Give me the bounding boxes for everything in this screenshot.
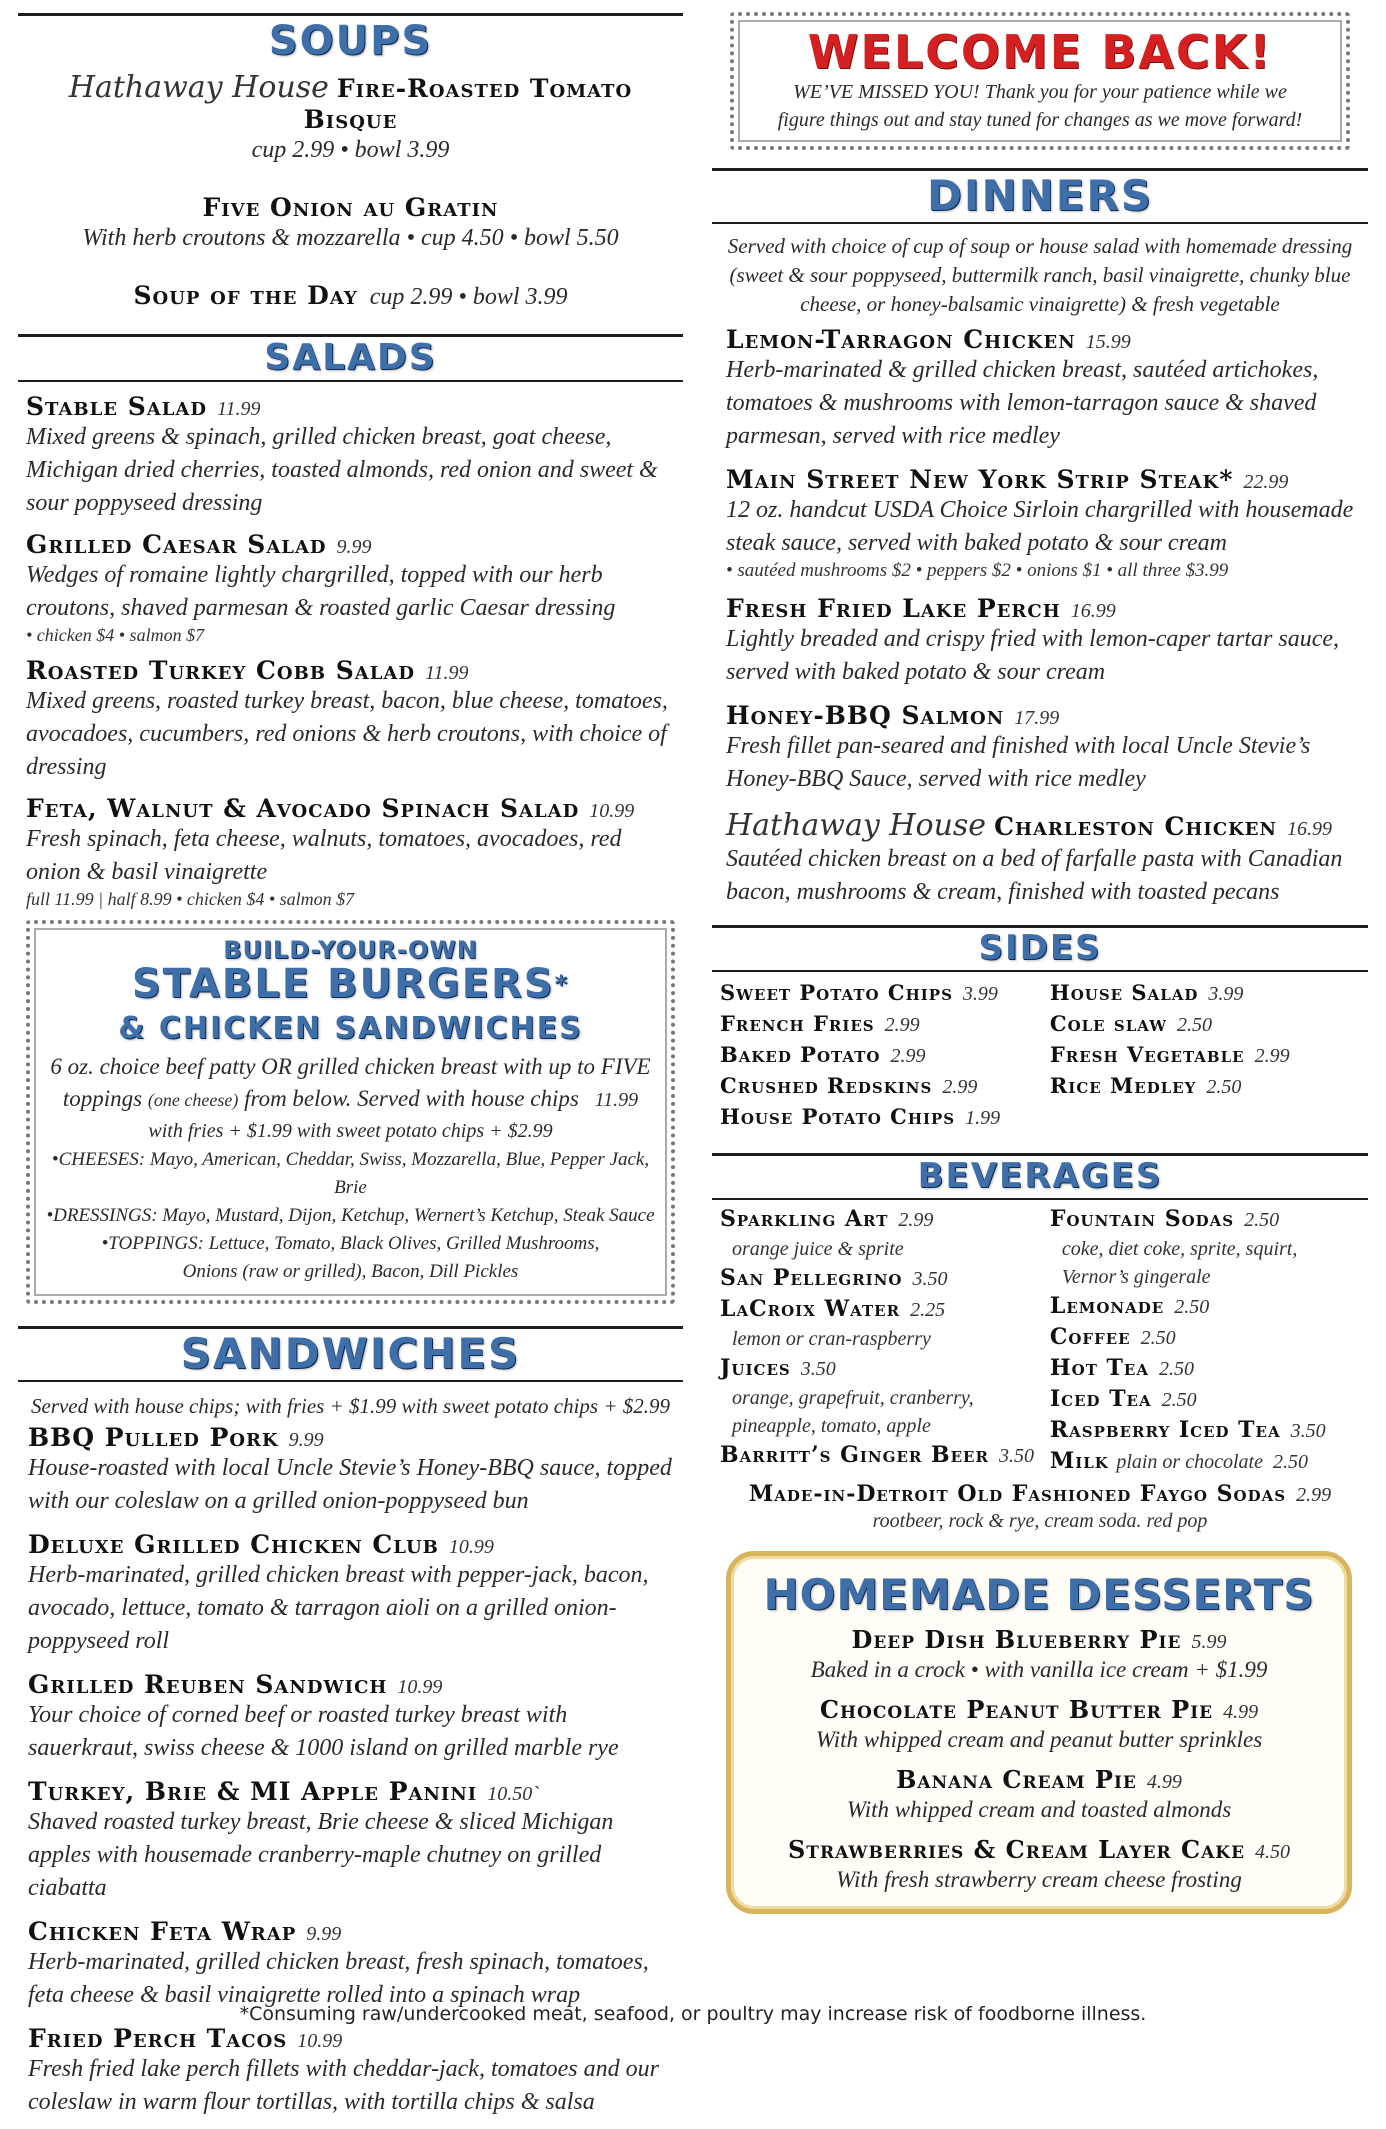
item-desc: Vernor’s gingerale bbox=[1061, 1266, 1211, 1288]
side-item bbox=[720, 1009, 1050, 1040]
item-desc: orange, grapefruit, cranberry, bbox=[732, 1387, 974, 1409]
soup-item bbox=[18, 70, 683, 167]
item-desc: Your choice of corned beef or roasted turkey breast with sauerkraut, swiss cheese & 1000 island on grilled marble rye bbox=[28, 1702, 619, 1761]
item-desc: Shaved roasted turkey breast, Brie cheese & sliced Michigan apples with housemade cranberry-maple chutney on grilled ciabatta bbox=[28, 1809, 614, 1901]
burgers-title-line bbox=[44, 961, 657, 1013]
item-name: Chicken Feta Wrap bbox=[28, 1917, 297, 1946]
item-price: 2.50 bbox=[1140, 1327, 1176, 1349]
item-addons: • sautéed mushrooms $2 • peppers $2 • onions $1 • all three $3.99 bbox=[726, 560, 1229, 581]
item-desc: Fresh fillet pan-seared and finished with local Uncle Stevie’s Honey-BBQ Sauce, served with rice medley bbox=[726, 733, 1311, 792]
dessert-item bbox=[741, 1835, 1337, 1895]
item-desc: House-roasted with local Uncle Stevie’s Honey-BBQ sauce, topped with our coleslaw on a grilled onion-poppyseed bun bbox=[28, 1455, 672, 1514]
item-desc: Mixed greens, roasted turkey breast, bacon, blue cheese, tomatoes, avocadoes, cucumbers, red onions & herb croutons, with choice of dressing bbox=[26, 688, 668, 780]
item-name: Fresh Vegetable bbox=[1049, 1042, 1245, 1067]
item-name: Banana Cream Pie bbox=[896, 1765, 1137, 1794]
item-desc: lemon or cran-raspberry bbox=[732, 1328, 931, 1350]
welcome-line-1: WE’VE MISSED YOU! Thank you for your patience while we bbox=[793, 81, 1287, 103]
side-item bbox=[720, 1102, 1050, 1133]
beverage-item bbox=[720, 1440, 1050, 1471]
sandwich-item bbox=[28, 1917, 673, 2012]
item-addons: • chicken $4 • salmon $7 bbox=[26, 625, 205, 645]
item-name: Crushed Redskins bbox=[720, 1073, 933, 1098]
item-name: Hot Tea bbox=[1049, 1355, 1149, 1381]
item-price: 2.99 bbox=[1254, 1045, 1290, 1067]
beverage-item bbox=[1050, 1384, 1364, 1415]
item-price: 10.99 bbox=[448, 1536, 494, 1558]
item-desc: 12 oz. handcut USDA Choice Sirloin chargrilled with housemade steak sauce, served with baked potato & sour cream bbox=[726, 497, 1354, 556]
faygo-item bbox=[712, 1481, 1368, 1535]
item-name: Juices bbox=[720, 1355, 791, 1381]
item-price: 2.50 bbox=[1174, 1296, 1210, 1318]
beverage-item bbox=[1050, 1353, 1364, 1384]
item-name: Five Onion au Gratin bbox=[202, 193, 499, 222]
item-name: BBQ Pulled Pork bbox=[28, 1423, 279, 1452]
burgers-desc-2 bbox=[44, 1083, 657, 1116]
item-name: Cole slaw bbox=[1049, 1011, 1168, 1036]
item-price: 2.50 bbox=[1177, 1014, 1213, 1036]
item-price: 3.50 bbox=[998, 1445, 1034, 1467]
item-price: 3.99 bbox=[962, 983, 998, 1005]
side-item bbox=[1050, 1071, 1364, 1102]
salad-item bbox=[26, 392, 675, 520]
item-name: House Potato Chips bbox=[720, 1104, 956, 1129]
item-price: 10.99 bbox=[297, 2030, 343, 2052]
item-name: Baked Potato bbox=[720, 1042, 881, 1067]
item-price: 10.99 bbox=[397, 1676, 443, 1698]
item-name: Rice Medley bbox=[1049, 1073, 1197, 1098]
item-price: 3.99 bbox=[1208, 983, 1244, 1005]
item-name: Coffee bbox=[1049, 1324, 1131, 1350]
item-desc: Sautéed chicken breast on a bed of farfalle pasta with Canadian bacon, mushrooms & cream, finished with toasted pecans bbox=[726, 846, 1343, 905]
item-name: French Fries bbox=[720, 1011, 875, 1036]
burgers-toppings bbox=[44, 1230, 657, 1258]
beverages-right bbox=[1050, 1204, 1364, 1477]
welcome-title: WELCOME BACK! bbox=[807, 25, 1273, 79]
item-price: 9.99 bbox=[336, 536, 372, 558]
divider bbox=[712, 222, 1368, 224]
item-name: Made-in-Detroit Old Fashioned Faygo Sodas bbox=[748, 1481, 1287, 1507]
label: •DRESSINGS: bbox=[46, 1205, 158, 1226]
item-name: Barritt’s Ginger Beer bbox=[720, 1442, 989, 1468]
allergy-disclaimer: *Consuming raw/undercooked meat, seafood, or poultry may increase risk of foodborne illness. bbox=[239, 2003, 1147, 2025]
item-name: Fresh Fried Lake Perch bbox=[726, 594, 1061, 623]
item-desc: Fresh fried lake perch fillets with cheddar-jack, tomatoes and our coleslaw in warm flour tortillas, with tortilla chips & salsa bbox=[28, 2056, 659, 2115]
salad-item bbox=[26, 530, 675, 646]
item-price: 3.50 bbox=[912, 1268, 948, 1290]
side-item bbox=[1050, 1009, 1364, 1040]
item-price: 22.99 bbox=[1243, 471, 1289, 493]
value: Mayo, Mustard, Dijon, Ketchup, Wernert’s Ketchup, Steak Sauce bbox=[162, 1205, 655, 1226]
item-price-line: cup 2.99 • bowl 3.99 bbox=[251, 137, 450, 163]
desserts-heading: HOMEMADE DESSERTS bbox=[763, 1570, 1315, 1619]
item-desc: Lightly breaded and crispy fried with lemon-caper tartar sauce, served with baked potato & sour cream bbox=[726, 626, 1340, 685]
item-desc: Herb-marinated, grilled chicken breast with pepper-jack, bacon, avocado, lettuce, tomato & tarragon aioli on a grilled onion-poppyseed roll bbox=[28, 1562, 649, 1654]
item-price: 2.50 bbox=[1158, 1358, 1194, 1380]
brand-script: Hathaway House bbox=[726, 808, 987, 843]
item-name: Honey-BBQ Salmon bbox=[726, 701, 1005, 730]
item-desc: With herb croutons & mozzarella • cup 4.50 • bowl 5.50 bbox=[82, 225, 619, 251]
desserts-box bbox=[726, 1551, 1352, 1914]
item-name: Raspberry Iced Tea bbox=[1049, 1417, 1281, 1443]
salad-item bbox=[26, 656, 675, 784]
welcome-box bbox=[730, 12, 1350, 150]
divider bbox=[18, 13, 683, 16]
item-desc: Mixed greens & spinach, grilled chicken breast, goat cheese, Michigan dried cherries, toasted almonds, red onion and sweet & sour poppyseed dressing bbox=[26, 424, 658, 516]
dessert-item bbox=[741, 1625, 1337, 1685]
item-desc: pineapple, tomato, apple bbox=[732, 1415, 931, 1437]
item-name: Iced Tea bbox=[1049, 1386, 1152, 1412]
item-name: Charleston Chicken bbox=[994, 812, 1277, 841]
item-price-line: cup 2.99 • bowl 3.99 bbox=[369, 284, 568, 310]
beverage-item bbox=[1050, 1322, 1364, 1353]
item-name: Roasted Turkey Cobb Salad bbox=[26, 656, 415, 685]
item-price: 10.50` bbox=[487, 1783, 539, 1805]
beverages-heading: BEVERAGES bbox=[917, 1156, 1163, 1196]
sandwich-item bbox=[28, 1530, 673, 1658]
burgers-cheese-note: (one cheese) bbox=[147, 1090, 239, 1110]
beverages-left bbox=[720, 1204, 1050, 1477]
item-price: 3.50 bbox=[800, 1358, 836, 1380]
dinner-item bbox=[726, 325, 1358, 453]
item-name: House Salad bbox=[1049, 980, 1199, 1005]
burgers-star: * bbox=[554, 970, 570, 998]
item-price: 2.99 bbox=[884, 1014, 920, 1036]
item-price: 1.99 bbox=[965, 1107, 1001, 1129]
sandwich-item bbox=[28, 1670, 673, 1765]
item-price: 11.99 bbox=[425, 662, 469, 684]
item-price: 15.99 bbox=[1085, 331, 1131, 353]
side-item bbox=[720, 1071, 1050, 1102]
side-item bbox=[720, 1040, 1050, 1071]
item-price: 3.50 bbox=[1290, 1420, 1326, 1442]
dinners-list bbox=[712, 319, 1368, 909]
sandwiches-heading: SANDWICHES bbox=[180, 1329, 521, 1378]
item-name: Feta, Walnut & Avocado Spinach Salad bbox=[26, 794, 580, 823]
dinners-heading: DINNERS bbox=[926, 171, 1154, 220]
label: •CHEESES: bbox=[51, 1149, 146, 1170]
item-desc: With whipped cream and peanut butter sprinkles bbox=[815, 1727, 1263, 1752]
side-item bbox=[1050, 1040, 1364, 1071]
burgers-price: 11.99 bbox=[594, 1089, 639, 1111]
item-name: Deep Dish Blueberry Pie bbox=[851, 1625, 1182, 1654]
soup-item bbox=[18, 193, 683, 255]
sandwich-item bbox=[28, 1777, 673, 1905]
item-desc: With whipped cream and toasted almonds bbox=[846, 1797, 1232, 1822]
burgers-toppings-word: toppings bbox=[62, 1086, 143, 1111]
burgers-kicker: BUILD-YOUR-OWN bbox=[223, 936, 478, 964]
sandwich-item bbox=[28, 1423, 673, 1518]
sandwiches-intro: Served with house chips; with fries + $1.99 with sweet potato chips + $2.99 bbox=[30, 1394, 671, 1418]
item-price: 4.99 bbox=[1223, 1701, 1259, 1723]
dinner-item bbox=[726, 808, 1358, 909]
item-price: 2.50 bbox=[1244, 1209, 1280, 1231]
salad-item bbox=[26, 794, 675, 910]
side-item bbox=[1050, 978, 1364, 1009]
item-price: 2.99 bbox=[942, 1076, 978, 1098]
item-name: Milk bbox=[1049, 1448, 1109, 1474]
burgers-box bbox=[26, 920, 675, 1304]
item-name: Sparkling Art bbox=[720, 1206, 889, 1232]
item-price: 9.99 bbox=[306, 1923, 342, 1945]
item-price: 9.99 bbox=[288, 1429, 324, 1451]
item-name: Grilled Caesar Salad bbox=[26, 530, 327, 559]
beverage-item bbox=[720, 1294, 1050, 1325]
beverage-item bbox=[1050, 1291, 1364, 1322]
item-desc: rootbeer, rock & rye, cream soda. red pop bbox=[872, 1510, 1208, 1532]
item-name: Strawberries & Cream Layer Cake bbox=[787, 1835, 1246, 1864]
sandwich-item bbox=[28, 2024, 673, 2119]
item-name: San Pellegrino bbox=[720, 1265, 903, 1291]
item-name: Fire-Roasted Tomato Bisque bbox=[303, 74, 633, 134]
burgers-cheeses bbox=[44, 1146, 657, 1202]
side-item bbox=[720, 978, 1050, 1009]
item-desc: Baked in a crock • with vanilla ice cream + $1.99 bbox=[810, 1657, 1268, 1682]
beverage-item bbox=[1050, 1204, 1364, 1235]
item-price: 2.99 bbox=[890, 1045, 926, 1067]
value: Mayo, American, Cheddar, Swiss, Mozzarella, Blue, Pepper Jack, Brie bbox=[149, 1149, 650, 1198]
item-price: 10.99 bbox=[589, 800, 635, 822]
beverages-list bbox=[712, 1200, 1368, 1477]
dessert-item bbox=[741, 1765, 1337, 1825]
item-name: Turkey, Brie & MI Apple Panini bbox=[28, 1777, 478, 1806]
item-desc: Herb-marinated, grilled chicken breast, fresh spinach, tomatoes, feta cheese & basil vinaigrette rolled into a spinach wrap bbox=[28, 1949, 649, 2008]
item-price: 2.50 bbox=[1272, 1451, 1308, 1473]
item-price: 4.99 bbox=[1146, 1771, 1182, 1793]
item-desc: Fresh spinach, feta cheese, walnuts, tomatoes, avocadoes, red onion & basil vinaigrette bbox=[26, 826, 622, 885]
item-price: 2.99 bbox=[1296, 1484, 1332, 1506]
dessert-item bbox=[741, 1695, 1337, 1755]
right-column bbox=[712, 0, 1368, 1914]
dinners-intro: Served with choice of cup of soup or house salad with homemade dressing (sweet & sour poppyseed, buttermilk ranch, basil vinaigrette, chunky blue cheese, or honey-balsamic vinaigrette) & fresh vegetable bbox=[727, 234, 1353, 316]
item-price: 2.50 bbox=[1161, 1389, 1197, 1411]
burgers-served: from below. Served with house chips bbox=[244, 1086, 579, 1111]
dinner-item bbox=[726, 465, 1358, 582]
item-name: Stable Salad bbox=[26, 392, 207, 421]
beverage-item bbox=[1050, 1415, 1364, 1446]
item-name: Sweet Potato Chips bbox=[720, 980, 953, 1005]
welcome-line-2: figure things out and stay tuned for changes as we move forward! bbox=[777, 109, 1303, 131]
item-price: 17.99 bbox=[1014, 707, 1060, 729]
burgers-desc-1: 6 oz. choice beef patty OR grilled chicken breast with up to FIVE bbox=[50, 1054, 651, 1079]
item-note: plain or chocolate bbox=[1116, 1451, 1263, 1473]
item-price: 2.99 bbox=[898, 1209, 934, 1231]
divider bbox=[18, 1380, 683, 1382]
burgers-upgrades: with fries + $1.99 with sweet potato chips + $2.99 bbox=[148, 1120, 553, 1142]
soup-item bbox=[18, 281, 683, 314]
item-price: 2.50 bbox=[1206, 1076, 1242, 1098]
beverage-item bbox=[720, 1353, 1050, 1384]
item-name: Fried Perch Tacos bbox=[28, 2024, 288, 2053]
item-desc: coke, diet coke, sprite, squirt, bbox=[1061, 1238, 1298, 1260]
item-price: 11.99 bbox=[216, 398, 261, 420]
sides-left bbox=[720, 978, 1050, 1133]
brand-script: Hathaway House bbox=[68, 70, 329, 105]
sides-heading: SIDES bbox=[978, 928, 1102, 968]
item-name: Lemon-Tarragon Chicken bbox=[726, 325, 1076, 354]
beverage-item bbox=[1050, 1446, 1364, 1477]
item-name: Main Street New York Strip Steak* bbox=[726, 465, 1234, 494]
item-addons: full 11.99 | half 8.99 • chicken $4 • salmon $7 bbox=[26, 889, 355, 909]
dinner-item bbox=[726, 701, 1358, 796]
item-name: Lemonade bbox=[1049, 1293, 1165, 1319]
sides-right bbox=[1050, 978, 1364, 1133]
item-name: Chocolate Peanut Butter Pie bbox=[819, 1695, 1214, 1724]
beverage-item bbox=[720, 1263, 1050, 1294]
item-name: LaCroix Water bbox=[720, 1296, 901, 1322]
item-desc: Wedges of romaine lightly chargrilled, topped with our herb croutons, shaved parmesan & roasted garlic Caesar dressing bbox=[26, 562, 616, 621]
value: Lettuce, Tomato, Black Olives, Grilled Mushrooms, bbox=[208, 1233, 600, 1254]
burgers-title: STABLE BURGERS bbox=[131, 961, 555, 1007]
burgers-dressings bbox=[44, 1202, 657, 1230]
sides-list bbox=[712, 972, 1368, 1133]
item-name: Deluxe Grilled Chicken Club bbox=[28, 1530, 439, 1559]
burgers-toppings-2: Onions (raw or grilled), Bacon, Dill Pickles bbox=[182, 1261, 519, 1282]
left-column bbox=[18, 0, 683, 2129]
item-desc: orange juice & sprite bbox=[732, 1238, 904, 1260]
item-desc: Herb-marinated & grilled chicken breast, sautéed artichokes, tomatoes & mushrooms with lemon-tarragon sauce & shaved parmesan, served with rice medley bbox=[726, 357, 1319, 449]
item-price: 16.99 bbox=[1070, 600, 1116, 622]
dinner-item bbox=[726, 594, 1358, 689]
item-price: 16.99 bbox=[1286, 818, 1332, 840]
beverage-item bbox=[720, 1204, 1050, 1235]
item-desc: With fresh strawberry cream cheese frosting bbox=[836, 1867, 1242, 1892]
salads-list bbox=[18, 382, 683, 910]
item-name: Soup of the Day bbox=[133, 281, 358, 310]
soups-heading: SOUPS bbox=[268, 18, 433, 64]
item-price: 2.25 bbox=[910, 1299, 946, 1321]
item-price: 5.99 bbox=[1191, 1631, 1227, 1653]
item-price: 4.50 bbox=[1255, 1841, 1291, 1863]
item-name: Fountain Sodas bbox=[1049, 1206, 1235, 1232]
burgers-subtitle: & CHICKEN SANDWICHES bbox=[118, 1011, 583, 1046]
salads-heading: SALADS bbox=[264, 337, 437, 378]
label: •TOPPINGS: bbox=[101, 1233, 204, 1254]
item-name: Grilled Reuben Sandwich bbox=[28, 1670, 388, 1699]
